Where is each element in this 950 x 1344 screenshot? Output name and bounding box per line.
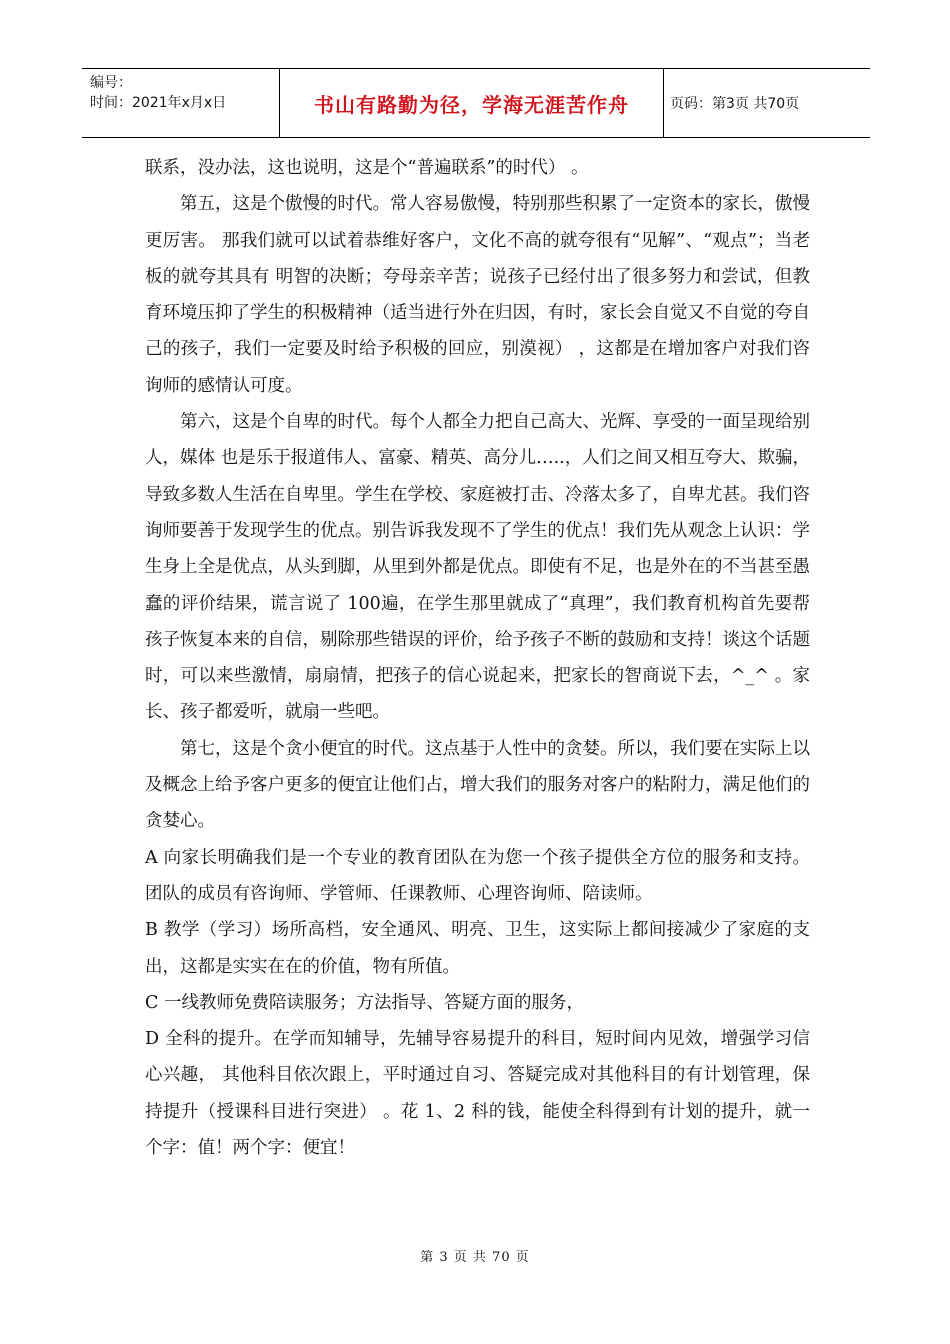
- document-header: [82, 68, 870, 138]
- paragraph-sixth: 第六，这是个自卑的时代。每个人都全力把自己高大、光辉、享受的一面呈现给别人，媒体 也是乐于报道伟人、富豪、精英、高分儿…..，人们之间又相互夸大、欺骗，导致多数人生活在自卑里。学生在学校、家庭被打击、冷落太多了，自卑尤甚。我们咨询师要善于发现学生的优点。别告诉我发现不了学生的优点！我们先从观念上认识：学生身上全是优点，从头到脚，从里到外都是优点。即使有不足，也是外在的不当甚至愚蠢的评价结果，谎言说了 100遍，在学生那里就成了“真理”，我们教育机构首先要帮孩子恢复本来的自信，剔除那些错误的评价，给予孩子不断的鼓励和支持！谈这个话题时，可以来些激情，扇扇情，把孩子的信心说起来，把家长的智商说下去，^_^ 。家长、孩子都爱听，就扇一些吧。: [145, 412, 810, 723]
- paragraph-seventh: 第七，这是个贪小便宜的时代。这点基于人性中的贪婪。所以，我们要在实际上以及概念上给予客户更多的便宜让他们占，增大我们的服务对客户的粘附力，满足他们的贪婪心。: [145, 738, 810, 832]
- paragraph-fifth: 第五，这是个傲慢的时代。常人容易傲慢，特别那些积累了一定资本的家长，傲慢更厉害。 那我们就可以试着恭维好客户，文化不高的就夸很有“见解”、“观点”；当老板的就夸其具有 明智的决断；夸母亲辛苦；说孩子已经付出了很多努力和尝试，但教育环境压抑了学生的积极精神（适当进行外在归因，有时，家长会自觉又不自觉的夸自己的孩子，我们一定要及时给予积极的回应，别漠视） ，这都是在增加客户对我们咨询师的感情认可度。: [145, 194, 810, 396]
- list-item-a: A 向家长明确我们是一个专业的教育团队在为您一个孩子提供全方位的服务和支持。团队的成员有咨询师、学管师、任课教师、心理咨询师、陪读师。: [145, 847, 810, 904]
- list-item-d: D 全科的提升。在学而知辅导，先辅导容易提升的科目，短时间内见效，增强学习信心兴趣， 其他科目依次跟上，平时通过自习、答疑完成对其他科目的有计划管理，保持提升（授课科目进行突进） 。花 1、2 科的钱，能使全科得到有计划的提升，就一个字：值！两个字：便宜！: [145, 1029, 810, 1159]
- document-body: [145, 150, 810, 1166]
- paragraph-continuation: 联系，没办法，这也说明，这是个“普遍联系”的时代） 。: [145, 158, 589, 178]
- list-item-c: C 一线教师免费陪读服务；方法指导、答疑方面的服务，: [145, 992, 584, 1013]
- list-item-b: B 教学（学习）场所高档，安全通风、明亮、卫生，这实际上都间接减少了家庭的支出，这都是实实在在的价值，物有所值。: [145, 920, 810, 977]
- header-motto: 书山有路勤为径，学海无涯苦作舟: [280, 69, 664, 137]
- header-page-info: 页码：第3页 共70页: [670, 96, 800, 112]
- header-meta: [82, 69, 280, 137]
- serial-label: 编号：: [90, 75, 132, 91]
- date-line: 时间：2021年x月x日: [90, 95, 227, 111]
- page-footer: 第 3 页 共 70 页: [420, 1250, 530, 1265]
